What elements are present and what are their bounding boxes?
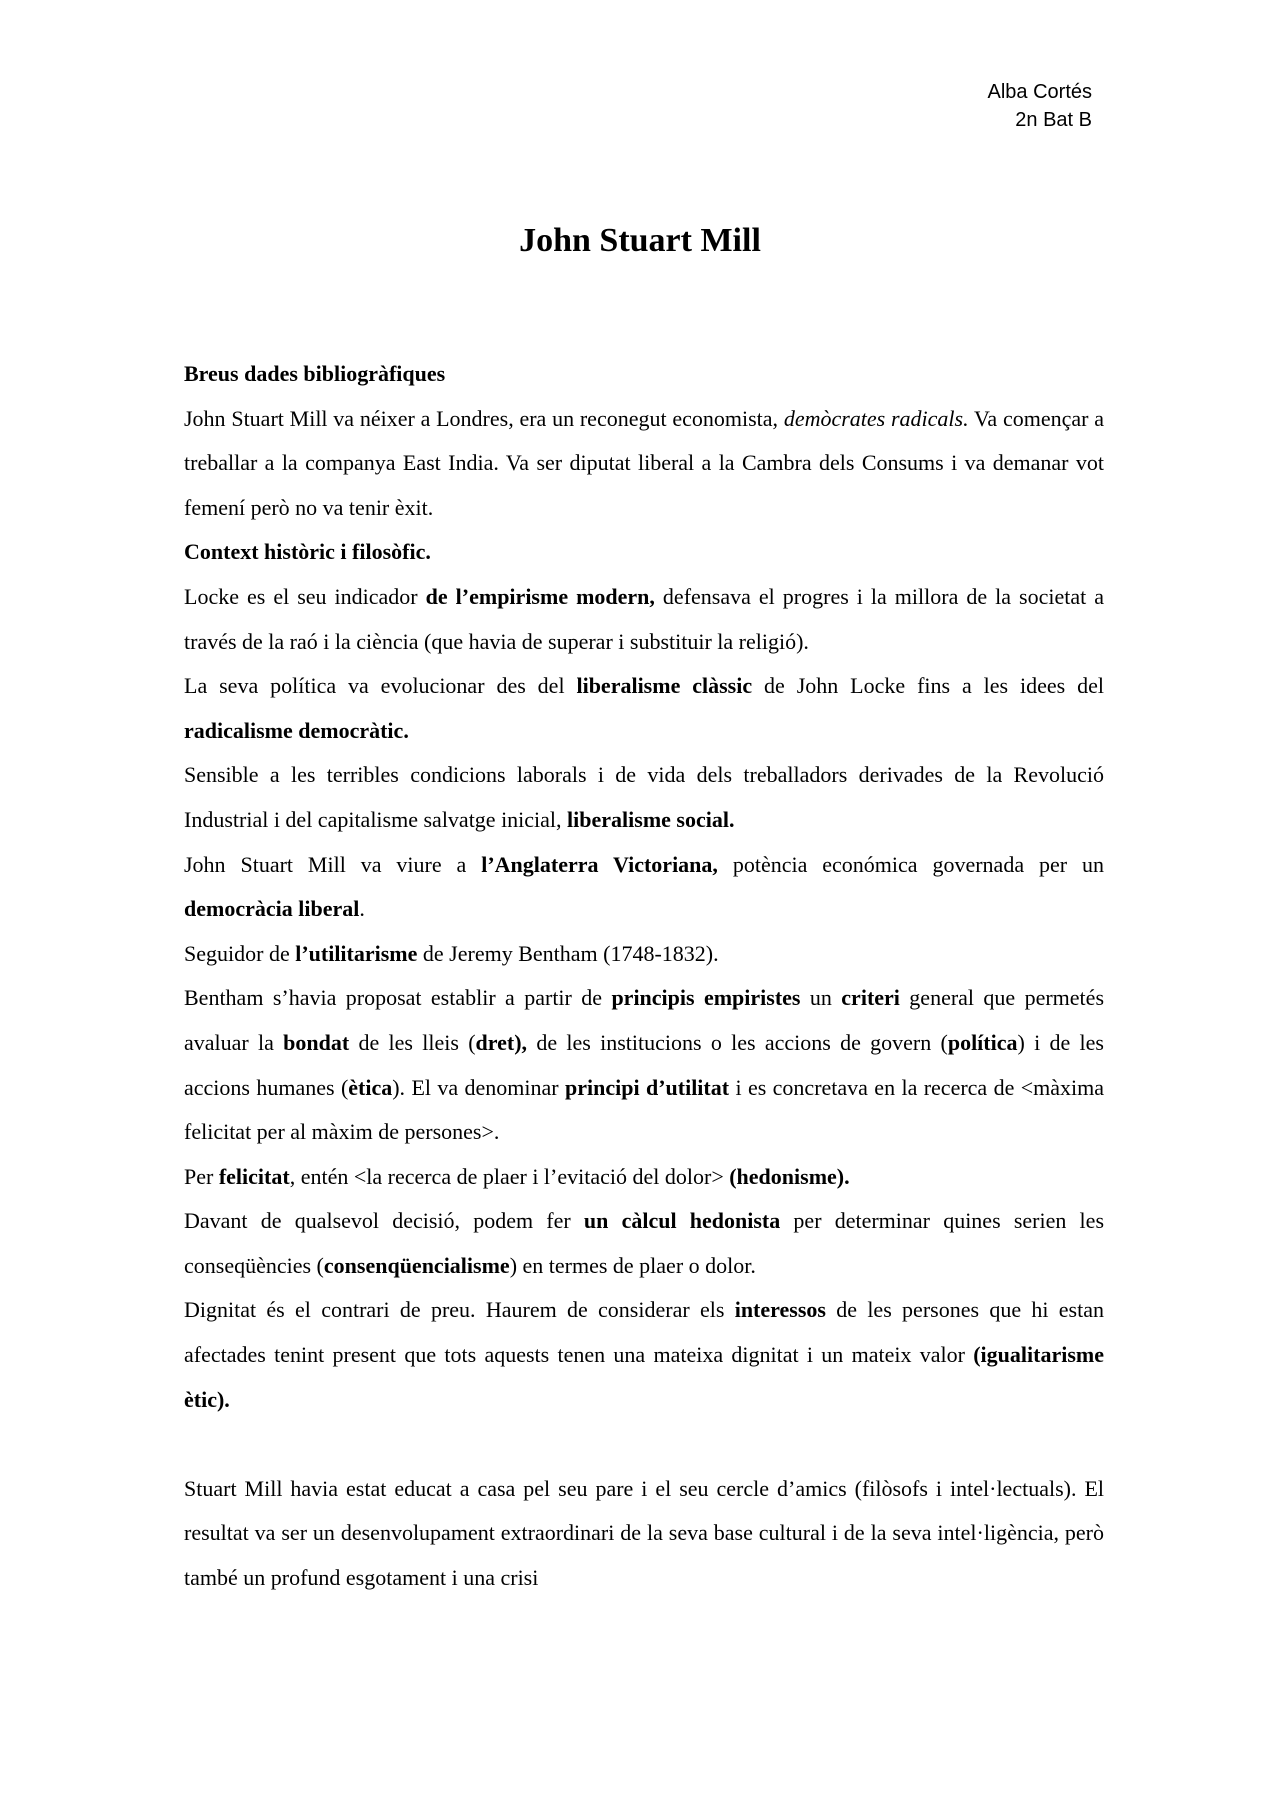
bold-term: liberalisme social. [567,806,735,832]
document-title: John Stuart Mill [519,222,761,259]
paragraph [184,976,1104,1154]
text-run: de Jeremy Bentham (1748-1832). [417,940,719,966]
bold-term: un càlcul hedonista [583,1208,781,1234]
text-run: Stuart Mill havia estat educat a casa pel seu pare i el seu cercle d’amics (filòsofs i intel·lectuals). El resultat va ser un desenvolupament extraordinari de la seva base cultural i de la seva intel·ligència, però també un profund esgotament i una crisi [184,1475,1104,1591]
text-run: per determinar quines serien les conseqüències ( [184,1208,1105,1278]
text-run: i es concretava en la recerca de <màxima felicitat per al màxim de persones>. [184,1074,1105,1145]
bold-term: radicalisme democràtic. [184,717,409,743]
bold-term: principis empiristes [611,985,801,1011]
bold-term: felicitat [218,1163,290,1189]
paragraph [184,575,1104,664]
paragraph [184,1288,1104,1422]
page-header [988,78,1093,134]
bold-term: principi d’utilitat [565,1074,730,1100]
text-run: un [800,985,842,1011]
section-heading-bio: Breus dades bibliogràfiques [184,361,446,386]
bold-term: dret), [475,1029,528,1055]
paragraph [184,843,1104,932]
author-name: Alba Cortés [987,81,1092,103]
bold-term: liberalisme clàssic [576,673,753,699]
bold-term: interessos [734,1297,826,1323]
bold-term: política [947,1029,1018,1055]
text-run: potència económica governada per un [717,851,1104,877]
bold-term: criteri [841,985,900,1011]
bold-term: (igualitarisme ètic). [184,1342,1104,1412]
bold-term: de l’empirisme modern, [425,583,655,609]
text-run: de les persones que hi estan afectades tenint present que tots aquests tenen una mateixa dignitat i un mateix valor [184,1297,1104,1368]
text-run: Dignitat és el contrari de preu. Haurem de considerar els [184,1297,735,1323]
text-run: general que permetés avaluar la [184,985,1104,1055]
paragraph-bio [184,397,1104,531]
class-label: 2n Bat B [1015,109,1092,131]
text-run: Bentham s’havia proposat establir a partir de [184,985,612,1011]
text-run: Seguidor de [184,940,296,966]
paragraph [184,753,1104,842]
text-run: ) i de les accions humanes ( [184,1029,1104,1100]
text-run: Per [184,1163,219,1189]
text-run: Davant de qualsevol decisió, podem fer [184,1208,584,1234]
text-run: Locke es el seu indicador [184,583,426,609]
paragraph [184,1155,1104,1200]
bold-term: bondat [283,1029,350,1055]
paragraph [184,932,1104,977]
text-run: de John Locke fins a les idees del [752,673,1104,699]
document-body [184,352,1104,1601]
text-run: de les institucions o les accions de govern ( [527,1029,948,1055]
text-run: La seva política va evolucionar des del [184,673,577,699]
text-run: de les lleis ( [349,1029,476,1055]
text-run: ) en termes de plaer o dolor. [509,1252,756,1278]
bold-term: (hedonisme). [729,1163,850,1189]
text-run: John Stuart Mill va néixer a Londres, era un reconegut economista, [184,405,784,431]
paragraph-spacer [184,1422,1104,1467]
bold-term: consenqüencialisme [323,1252,510,1278]
bold-term: ètica [348,1074,393,1100]
paragraph [184,664,1104,753]
text-run: Va començar a treballar a la companya East India. Va ser diputat liberal a la Cambra dels Consums i va demanar vot femení però no va tenir èxit. [184,405,1104,520]
text-run: Sensible a les terribles condicions laborals i de vida dels treballadors derivades de la Revolució Industrial i del capitalisme salvatge inicial, [184,762,1104,832]
bold-term: l’utilitarisme [295,940,418,966]
text-run: John Stuart Mill va viure a [184,851,482,877]
text-run: . [359,896,365,922]
text-run: defensava el progres i la millora de la societat a través de la raó i la ciència (que havia de superar i substituir la religió). [184,583,1104,654]
bold-term: democràcia liberal [184,896,360,922]
italic-term: demòcrates radicals. [783,405,969,431]
paragraph [184,1199,1104,1288]
bold-term: l’Anglaterra Victoriana, [481,851,718,877]
text-run: ). El va denominar [392,1074,565,1100]
text-run: , entén <la recerca de plaer i l’evitació del dolor> [289,1163,730,1189]
section-heading-context: Context històric i filosòfic. [184,539,431,565]
paragraph [184,1467,1104,1601]
